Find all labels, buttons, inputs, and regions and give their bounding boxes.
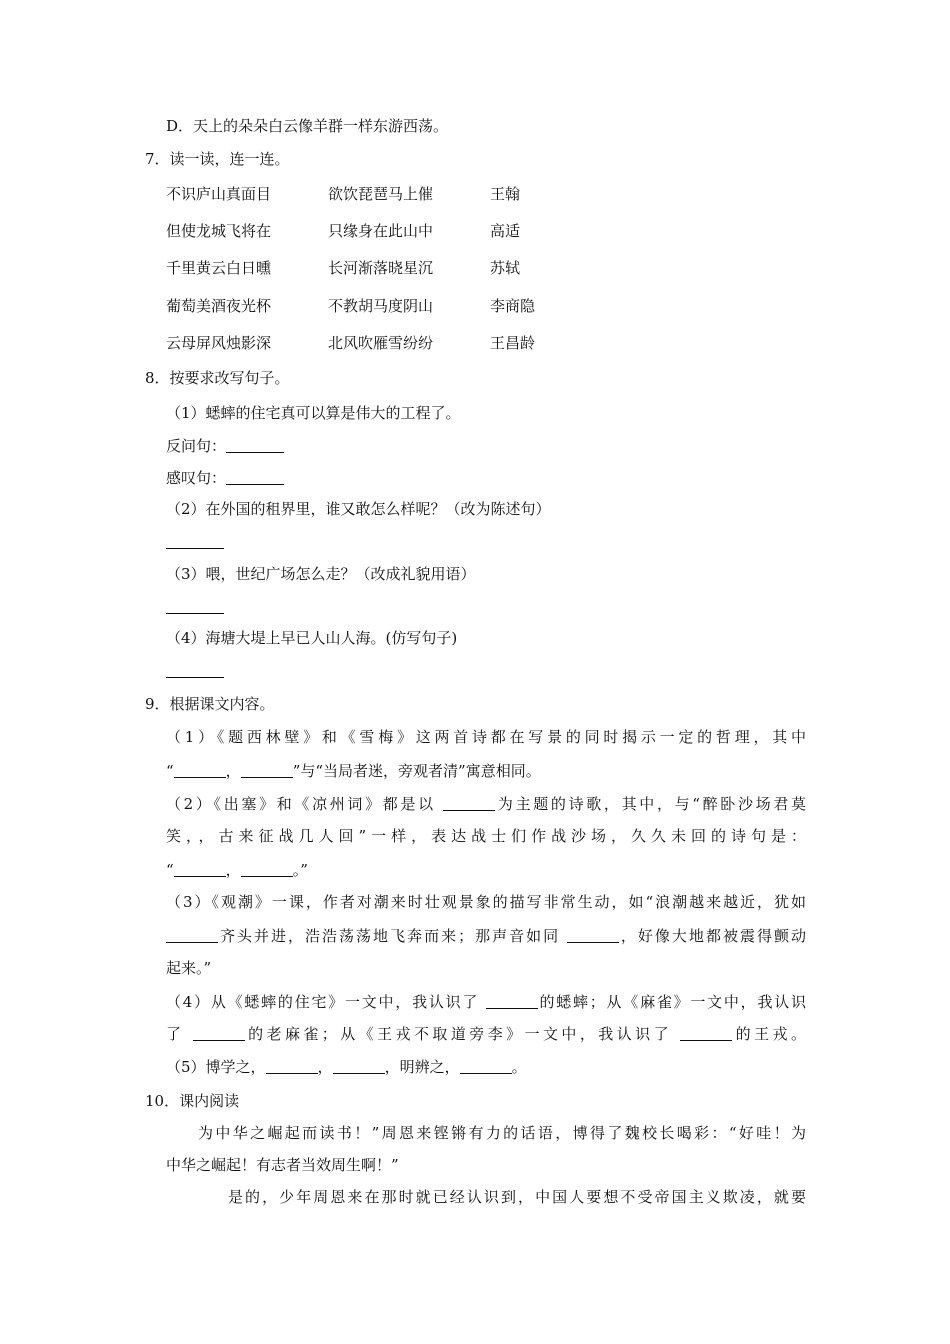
exclamatory-label: 感叹句： <box>166 469 227 487</box>
q9-part3-line3: 起来。” <box>166 959 212 977</box>
q9-part2-line3 <box>166 858 308 881</box>
sentence-tail: ，好像大地都被震得颤动 <box>618 927 806 945</box>
sentence-tail: 为主题的诗歌，其中，与“醉卧沙场君莫 <box>495 795 806 813</box>
answer-blank[interactable] <box>166 659 224 678</box>
q9-title: 9．根据课文内容。 <box>145 695 275 713</box>
q9-part1-line2 <box>166 759 541 782</box>
answer-blank[interactable] <box>486 990 538 1009</box>
q10-para1-line1: 为中华之崛起而读书！”周恩来铿锵有力的话语，博得了魏校长喝彩：“好哇！为 <box>198 1124 806 1142</box>
q6-option-d: D．天上的朵朵白云像羊群一样东游西荡。 <box>166 117 449 135</box>
answer-blank[interactable] <box>680 1022 732 1041</box>
q10-para2-line1: 是的，少年周恩来在那时就已经认识到，中国人要想不受帝国主义欺凌，就要 <box>228 1188 806 1206</box>
q8-sentence-1: （1）蟋蟀的住宅真可以算是伟大的工程了。 <box>166 404 461 422</box>
poem-line: 欲饮琵琶马上催 <box>328 185 434 203</box>
poem-line: 只缘身在此山中 <box>328 222 434 240</box>
answer-blank[interactable] <box>174 858 226 877</box>
sentence-tail: 。” <box>292 861 308 879</box>
poem-line: 云母屏风烛影深 <box>166 334 272 352</box>
sentence-mid: 的老麻雀；从《王戎不取道旁李》一文中，我认识了 <box>244 1025 681 1043</box>
q9-part3-line1: （3）《观潮》一课，作者对潮来时壮观景象的描写非常生动，如“浪潮越来越近，犹如 <box>166 893 806 911</box>
sentence-tail: 的蟋蟀；从《麻雀》一文中，我认识 <box>537 993 806 1011</box>
poem-line: 千里黄云白日曛 <box>166 259 272 277</box>
poem-line: 不识庐山真面目 <box>166 185 272 203</box>
answer-blank[interactable] <box>166 595 224 614</box>
poet-name: 高适 <box>490 222 521 240</box>
poem-line: 但使龙城飞将在 <box>166 222 272 240</box>
quote-open: “ <box>166 762 174 780</box>
sentence-tail: ”与“当局者迷，旁观者清”寓意相同。 <box>292 762 541 780</box>
answer-blank[interactable] <box>333 1055 385 1074</box>
comma: ， <box>317 1058 333 1076</box>
answer-blank[interactable] <box>241 858 293 877</box>
sentence-head: 了 <box>166 1025 193 1043</box>
poet-name: 李商隐 <box>490 297 536 315</box>
q8-sentence-3: （3）喂，世纪广场怎么走？（改成礼貌用语） <box>166 565 476 583</box>
answer-blank[interactable] <box>193 1022 245 1041</box>
quote-open: “ <box>166 861 174 879</box>
answer-blank[interactable] <box>266 1055 318 1074</box>
q7-title: 7．读一读，连一连。 <box>145 150 290 168</box>
q9-part2-line1 <box>166 792 806 815</box>
sentence-mid: 齐头并进，浩浩荡荡地飞奔而来；那声音如同 <box>218 927 567 945</box>
poem-line: 葡萄美酒夜光杯 <box>166 297 272 315</box>
q9-part4-line1 <box>166 990 806 1013</box>
poem-line: 长河渐落晓星沉 <box>328 259 434 277</box>
q9-part1-line1: （1）《题西林壁》和《雪梅》这两首诗都在写景的同时揭示一定的哲理，其中 <box>166 728 806 746</box>
answer-blank[interactable] <box>166 530 224 549</box>
poet-name: 王昌龄 <box>490 334 536 352</box>
answer-blank[interactable] <box>241 759 293 778</box>
sentence-mid: ，明辨之， <box>384 1058 460 1076</box>
answer-blank[interactable] <box>226 466 284 485</box>
q9-part4-line2 <box>166 1022 806 1045</box>
poet-name: 苏轼 <box>490 259 521 277</box>
q8-exclamatory-line <box>166 466 284 489</box>
q8-answer-line-2 <box>166 530 224 553</box>
q8-sentence-4: （4）海塘大堤上早已人山人海。(仿写句子) <box>166 629 458 647</box>
q9-part3-line2 <box>166 924 806 947</box>
q10-para1-line2: 中华之崛起！有志者当效周生啊！” <box>166 1156 399 1174</box>
comma: ， <box>225 861 241 879</box>
q8-answer-line-4 <box>166 659 224 682</box>
q8-answer-line-3 <box>166 595 224 618</box>
sentence-head: （4）从《蟋蟀的住宅》一文中，我认识了 <box>166 993 486 1011</box>
q9-part2-line2: 笑，，古来征战几人回”一样，表达战士们作战沙场，久久未回的诗句是： <box>166 827 806 845</box>
poet-name: 王翰 <box>490 185 521 203</box>
answer-blank[interactable] <box>174 759 226 778</box>
q10-title: 10．课内阅读 <box>145 1092 240 1110</box>
q8-sentence-2: （2）在外国的租界里，谁又敢怎么样呢？（改为陈述句） <box>166 500 551 518</box>
comma: ， <box>225 762 241 780</box>
q9-part5 <box>166 1055 527 1078</box>
sentence-head: （5）博学之， <box>166 1058 266 1076</box>
answer-blank[interactable] <box>166 924 218 943</box>
sentence-tail: 的王戎。 <box>732 1025 806 1043</box>
answer-blank[interactable] <box>443 792 495 811</box>
poem-line: 不教胡马度阴山 <box>328 297 434 315</box>
q8-rhetorical-line <box>166 434 284 457</box>
period: 。 <box>511 1058 527 1076</box>
answer-blank[interactable] <box>567 924 619 943</box>
answer-blank[interactable] <box>460 1055 512 1074</box>
q8-title: 8．按要求改写句子。 <box>145 369 290 387</box>
answer-blank[interactable] <box>226 434 284 453</box>
rhetorical-label: 反问句： <box>166 437 227 455</box>
sentence-head: （2）《出塞》和《凉州词》都是以 <box>166 795 444 813</box>
poem-line: 北风吹雁雪纷纷 <box>328 334 434 352</box>
